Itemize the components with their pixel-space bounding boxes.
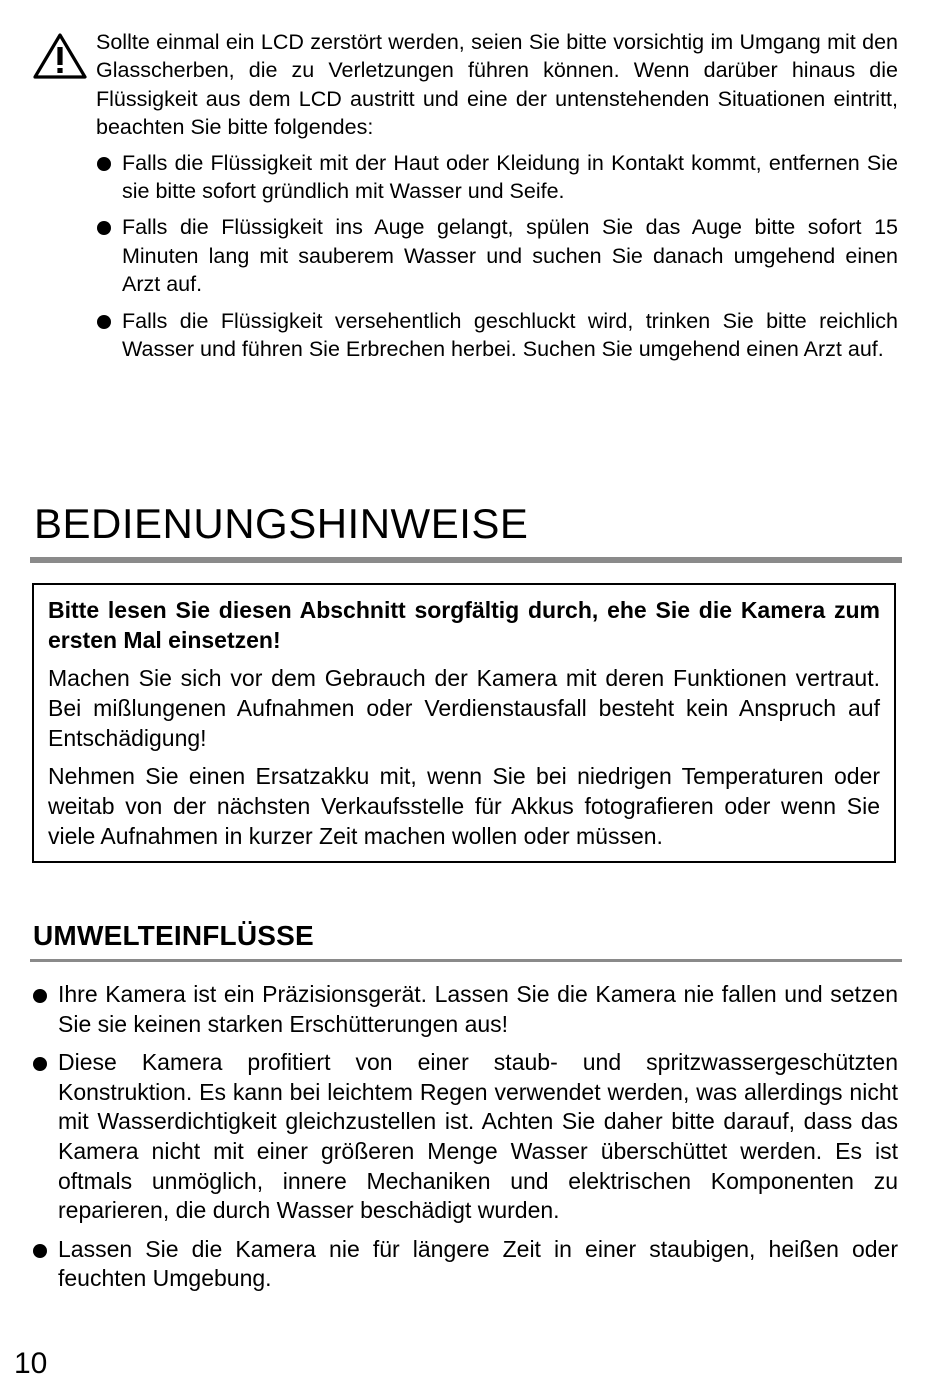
environment-list: [32, 980, 898, 1303]
notice-box: [32, 583, 896, 863]
list-item: [32, 1048, 898, 1226]
notice-paragraph: Nehmen Sie einen Ersatzakku mit, wenn Sie bei niedrigen Temperaturen oder weitab von der nächsten Verkaufsstelle für Akkus fotografieren oder wenn Sie viele Aufnahmen in kurzer Zeit machen wollen oder müssen.: [48, 763, 880, 849]
list-item: [32, 980, 898, 1039]
list-item-text: Lassen Sie die Kamera nie für längere Zeit in einer staubigen, heißen oder feuchten Umgebung.: [58, 1235, 898, 1292]
page-number: 10: [14, 1347, 48, 1380]
bullet-icon: [97, 157, 111, 171]
bullet-icon: [97, 221, 111, 235]
list-item-text: Ihre Kamera ist ein Präzisionsgerät. Lassen Sie die Kamera nie fallen und setzen Sie sie keinen starken Erschütterungen aus!: [58, 981, 898, 1037]
list-item: [96, 307, 898, 364]
bullet-icon: [33, 1244, 47, 1258]
warning-block: [32, 28, 898, 371]
list-item-text: Falls die Flüssigkeit versehentlich geschluckt wird, trinken Sie bitte reichlich Wasser und führen Sie Erbrechen herbei. Suchen Sie umgehend einen Arzt auf.: [122, 308, 898, 362]
notice-paragraph: Machen Sie sich vor dem Gebrauch der Kamera mit deren Funktionen vertraut. Bei mißlungenen Aufnahmen oder Verdienstausfall besteht kein Anspruch auf Entschädigung!: [48, 665, 880, 751]
section-title-umwelteinfluesse: UMWELTEINFLÜSSE: [33, 920, 314, 951]
bullet-icon: [33, 989, 47, 1003]
section-divider: [30, 959, 902, 962]
list-item: [96, 213, 898, 298]
notice-heading: Bitte lesen Sie diesen Abschnitt sorgfältig durch, ehe Sie die Kamera zum ersten Mal einsetzen!: [48, 597, 880, 653]
bullet-icon: [33, 1057, 47, 1071]
list-item-text: Diese Kamera profitiert von einer staub- und spritzwassergeschützten Konstruktion. Es kann bei leichtem Regen verwendet werden, was allerdings nicht mit Wasserdichtigkeit gleichzustellen ist. Achten Sie daher bitte darauf, dass das Kamera nicht mit einer größeren Menge Wasser überschüttet werden. Es ist oftmals unmöglich, innere Mechaniken und elektrischen Komponenten zu reparieren, die durch Wasser beschädigt wurden.: [58, 1049, 898, 1224]
list-item: [96, 149, 898, 206]
section-divider: [30, 557, 902, 563]
list-item-text: Falls die Flüssigkeit ins Auge gelangt, spülen Sie das Auge bitte sofort 15 Minuten lang mit sauberem Wasser und suchen Sie danach umgehend einen Arzt auf.: [122, 215, 898, 297]
list-item: [32, 1235, 898, 1294]
section-title-bedienungshinweise: BEDIENUNGSHINWEISE: [34, 500, 529, 547]
bullet-icon: [97, 315, 111, 329]
warning-list: [96, 149, 898, 364]
warning-intro: Sollte einmal ein LCD zerstört werden, seien Sie bitte vorsichtig im Umgang mit den Glasscherben, die zu Verletzungen führen können. Wenn darüber hinaus die Flüssigkeit aus dem LCD austritt und eine der untenstehenden Situationen eintritt, beachten Sie bitte folgendes:: [96, 30, 898, 140]
warning-icon: [32, 32, 88, 80]
list-item-text: Falls die Flüssigkeit mit der Haut oder Kleidung in Kontakt kommt, entfernen Sie sie bitte sofort gründlich mit Wasser und Seife.: [122, 150, 898, 204]
